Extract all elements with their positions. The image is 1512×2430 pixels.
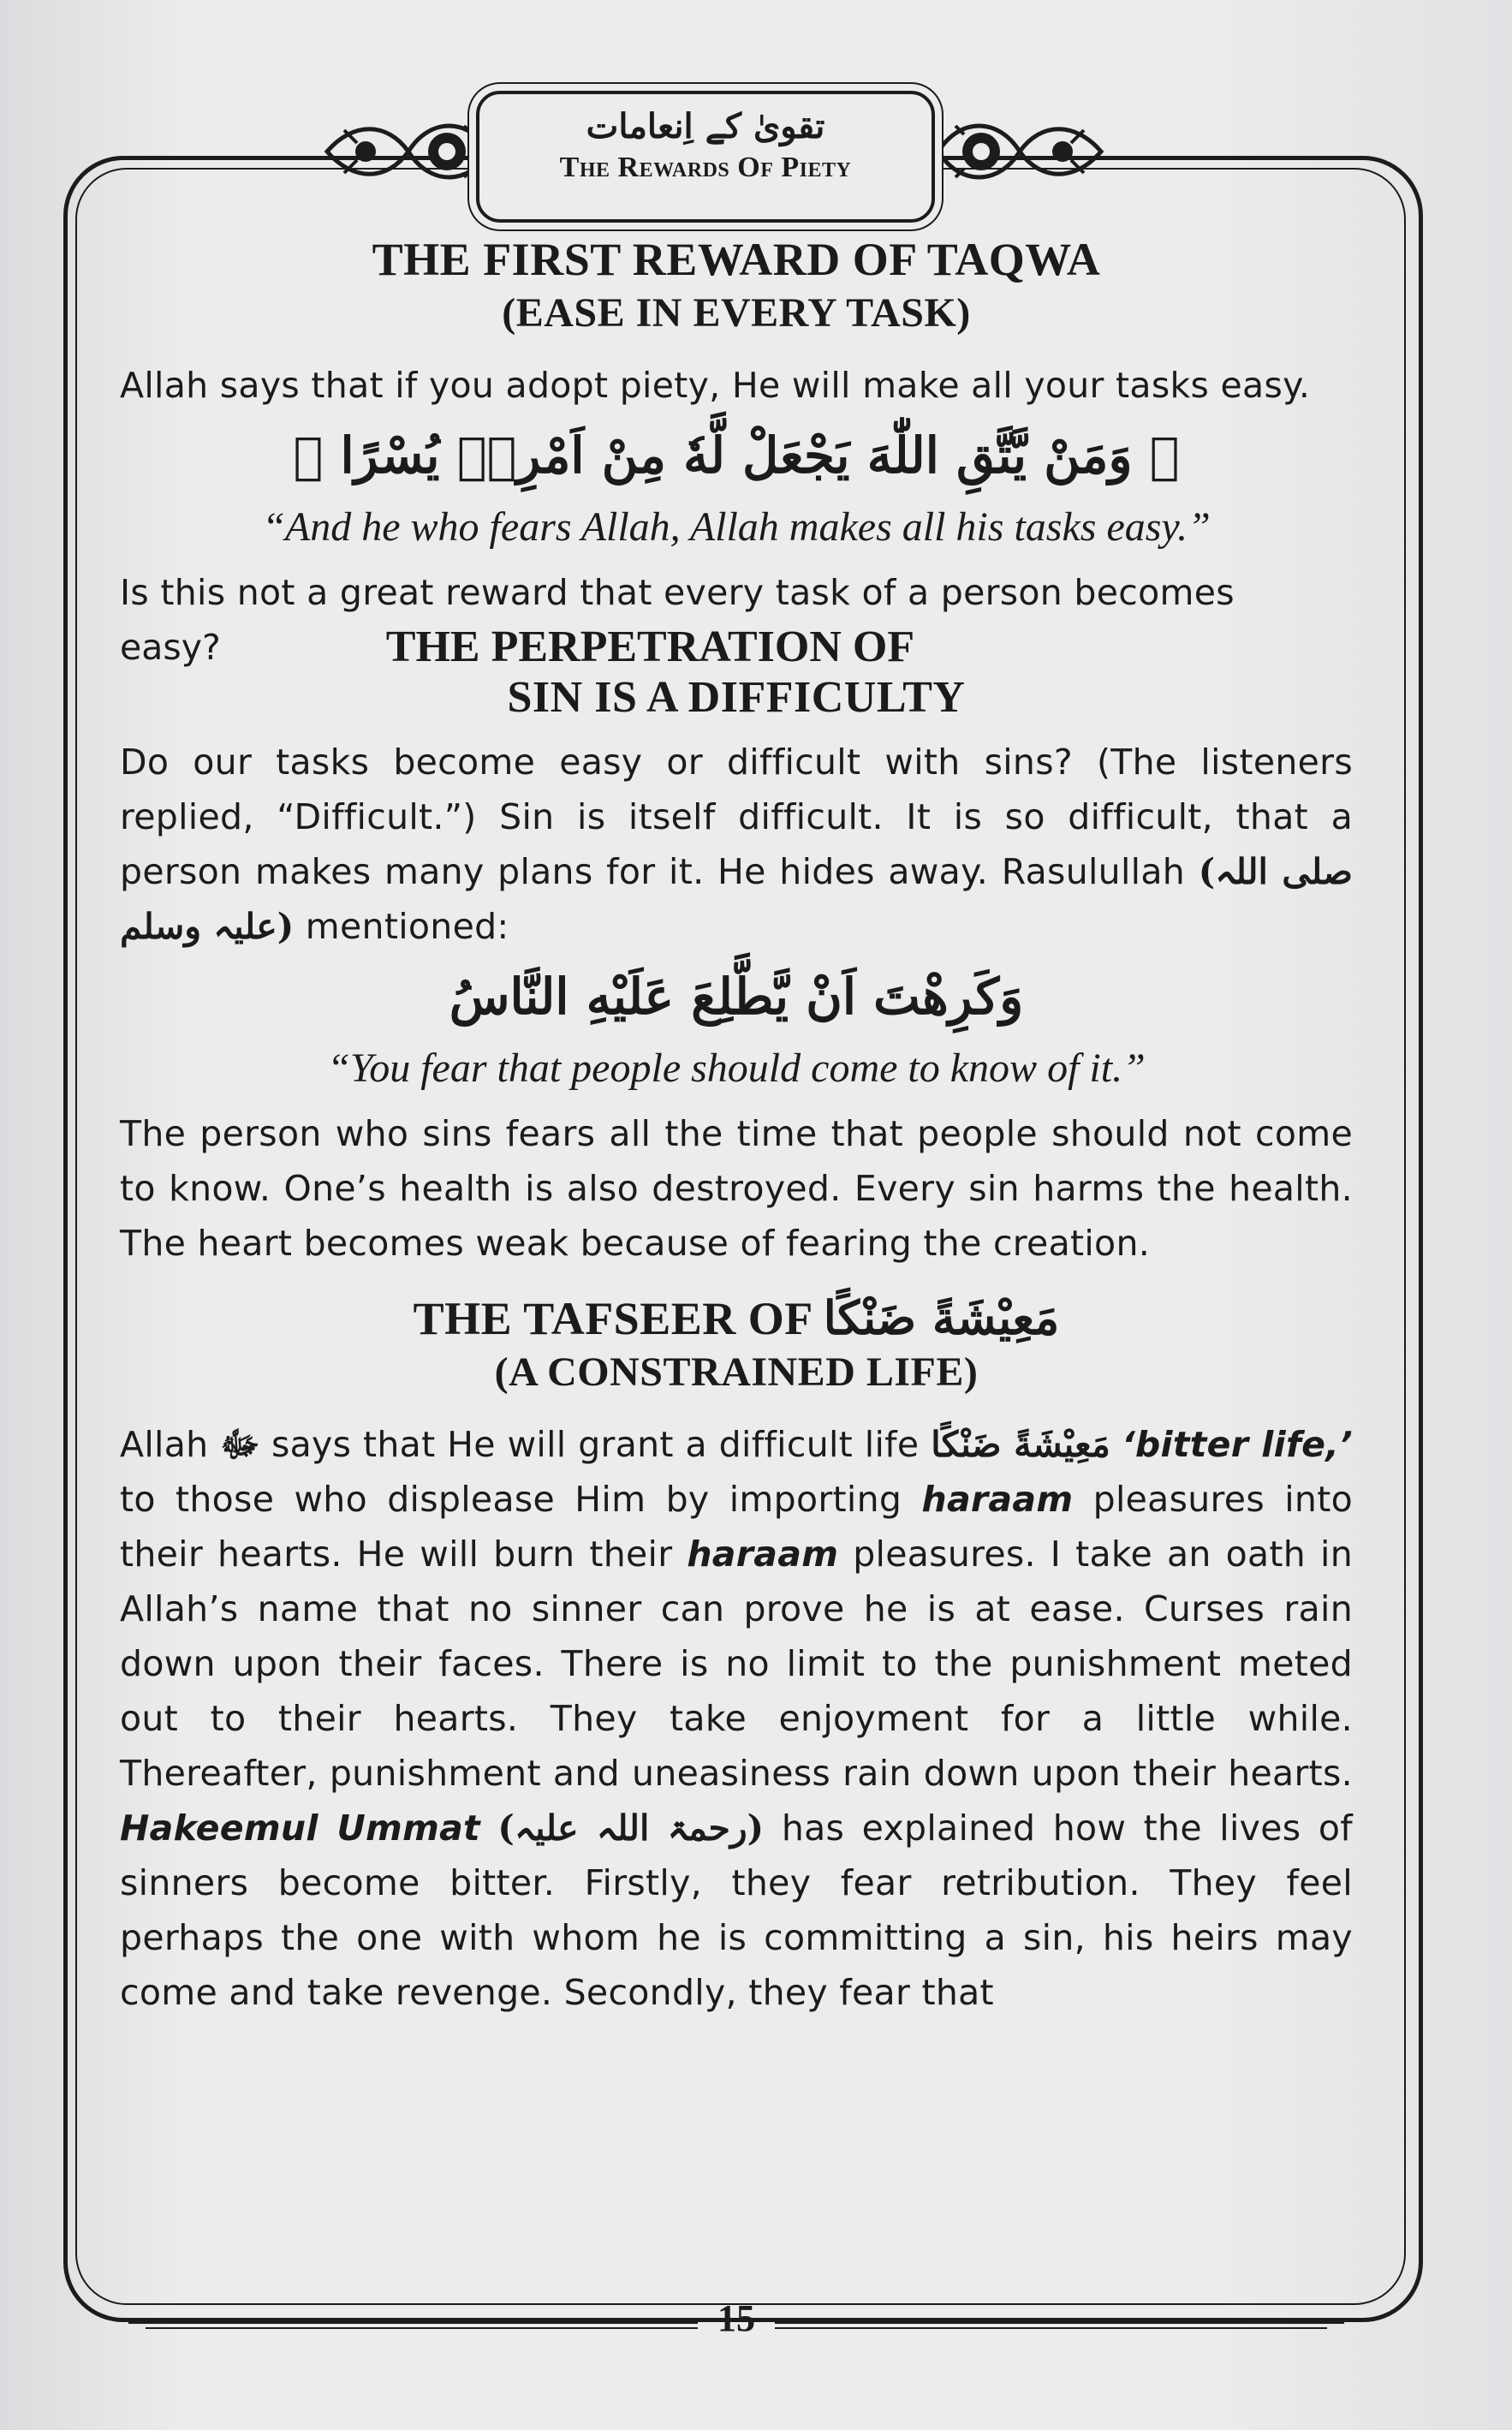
s3-bitter-life: ‘bitter life,’: [1122, 1424, 1353, 1465]
section-1-paragraph: Allah says that if you adopt piety, He will make all your tasks easy.: [120, 365, 1311, 406]
hakeem-honorific: (رحمۃ اللہ علیہ): [497, 1808, 765, 1849]
section-3-subtitle: (A CONSTRAINED LIFE): [494, 1349, 979, 1395]
s3-allah: Allah: [120, 1424, 209, 1465]
section-3-title-text: THE TAFSEER OF: [413, 1293, 812, 1344]
s3-hakeemul-ummat: Hakeemul Ummat: [120, 1808, 480, 1849]
section-1-title: THE FIRST REWARD OF TAQWA: [372, 234, 1101, 285]
section-2-title-line-1: THE PERPETRATION OF: [385, 622, 915, 671]
s3-mid-2: pleasures into their hearts. He will burn their: [120, 1479, 1353, 1575]
header-cartouche: [476, 91, 935, 223]
s3-arabic-phrase: مَعِيْشَةً ضَنْكًا: [931, 1424, 1110, 1465]
footer-rule-right: [775, 2320, 1344, 2324]
s3-mid-1: to those who displease Him by importing: [120, 1479, 902, 1520]
section-3-title: [120, 1289, 1353, 1347]
header-english-title: The Rewards Of Piety: [559, 152, 852, 183]
section-1-arabic-verse: ﴿ وَمَنْ يَّتَّقِ اللّٰهَ يَجْعَلْ لَّهٗ مِنْ اَمْرِهٖ يُسْرًا ﴾: [293, 426, 1180, 485]
section-2-paragraph-text: Do our tasks become easy or difficult with sins? (The listeners replied, “Difficult.”) Sin is itself difficult. It is so difficult, that a person makes many plans for it. He hides away. Rasulullah: [120, 742, 1353, 892]
s3-end: has explained how the lives of sinners become bitter. Firstly, they fear retribution. They feel perhaps the one with whom he is committing a sin, his heirs may come and take revenge. Secondly, they fear that: [120, 1808, 1353, 2013]
footer-rule-left-thin: [146, 2327, 698, 2329]
rasulullah-honorific: (صلی اللہ علیہ وسلم): [120, 851, 1353, 947]
s3-haraam-1: haraam: [921, 1479, 1074, 1520]
section-3-paragraph: [120, 1417, 1353, 2020]
section-1-subtitle: (EASE IN EVERY TASK): [502, 290, 971, 336]
s3-haraam-2: haraam: [687, 1534, 839, 1575]
s3-says: says that He will grant a difficult life: [271, 1424, 920, 1465]
section-2-paragraph-2: The person who sins fears all the time that people should not come to know. One’s health is also destroyed. Every sin harms the health. The heart becomes weak because of fearing the creation.: [120, 1113, 1353, 1264]
section-1-paragraph-2-end: easy?: [120, 627, 221, 668]
section-1-translation: “And he who fears Allah, Allah makes all his tasks easy.”: [262, 504, 1211, 550]
footer-rule-left: [128, 2320, 698, 2324]
left-ornament-icon: [318, 104, 498, 199]
footer-rule-right-thin: [775, 2327, 1327, 2329]
section-2-paragraph-end: mentioned:: [305, 906, 509, 947]
allah-honorific: ﷻ: [220, 1424, 260, 1465]
section-2-arabic-hadith: وَكَرِهْتَ اَنْ يَّطَّلِعَ عَلَيْهِ النَّاسُ: [449, 968, 1024, 1026]
page-number: 15: [717, 2297, 755, 2339]
right-ornament-icon: [930, 104, 1110, 199]
section-2-title-line-2: SIN IS A DIFFICULTY: [507, 673, 966, 722]
section-1-paragraph-2: Is this not a great reward that every task of a person becomes: [120, 572, 1235, 613]
header-urdu-title: تقویٰ کے اِنعامات: [586, 106, 825, 146]
s3-mid-3: pleasures. I take an oath in Allah’s name that no sinner can prove he is at ease. Curses rain down upon their faces. There is no limit to the punishment meted out to their hearts. They take enjoyment for a little while. Thereafter, punishment and uneasiness rain down upon their hearts.: [120, 1534, 1353, 1794]
section-3-title-arabic: مَعِيْشَةً ضَنْكًا: [823, 1290, 1060, 1345]
page-content: [120, 231, 1353, 2020]
section-2-translation: “You fear that people should come to know of it.”: [327, 1045, 1146, 1091]
section-2-paragraph: [120, 735, 1353, 954]
